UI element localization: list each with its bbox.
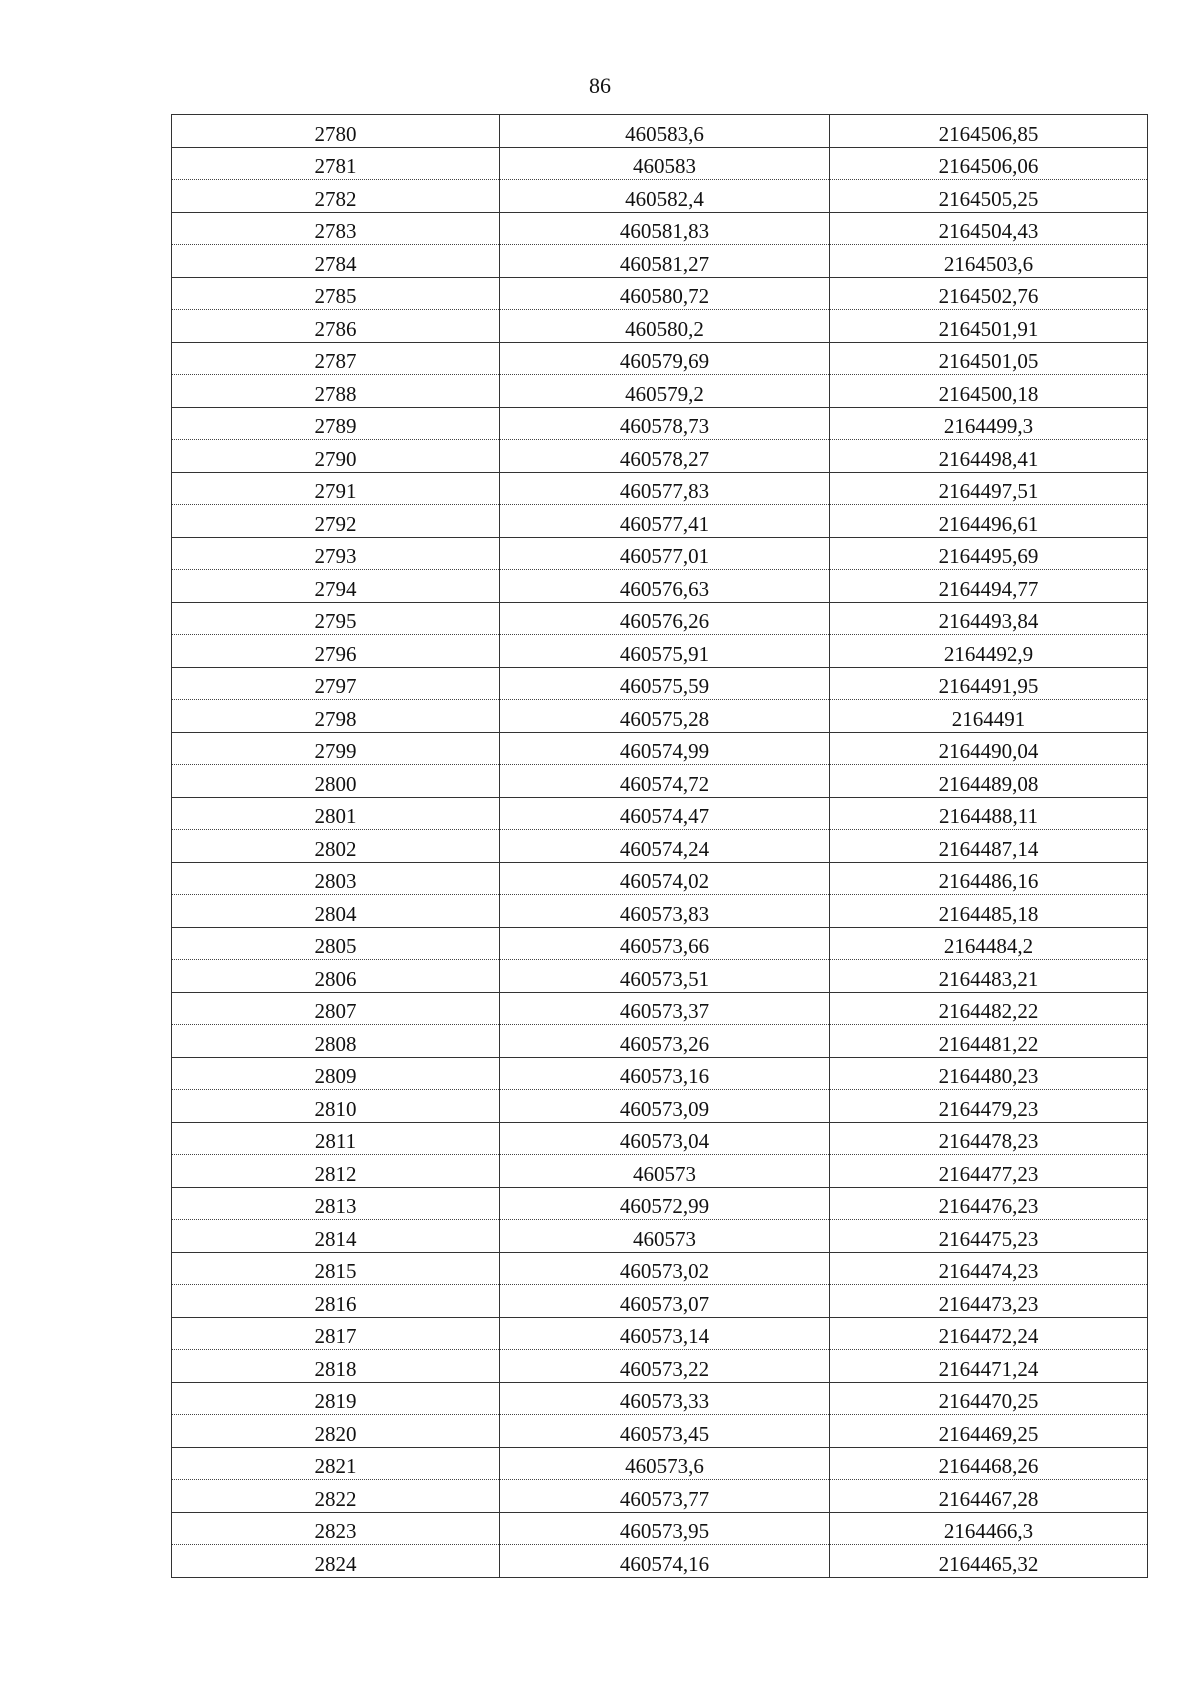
- table-row: [172, 472, 1148, 505]
- y-coordinate-cell: 2164470,25: [830, 1382, 1148, 1415]
- y-coordinate-cell: 2164465,32: [830, 1545, 1148, 1578]
- table-row: [172, 667, 1148, 700]
- point-number-cell: 2804: [172, 895, 500, 928]
- y-coordinate-cell: 2164474,23: [830, 1252, 1148, 1285]
- point-number-cell: 2819: [172, 1382, 500, 1415]
- point-number-cell: 2791: [172, 472, 500, 505]
- table-row: [172, 440, 1148, 473]
- table-row: [172, 1090, 1148, 1123]
- table-row: [172, 537, 1148, 570]
- point-number-cell: 2805: [172, 927, 500, 960]
- x-coordinate-cell: 460575,91: [500, 635, 830, 668]
- y-coordinate-cell: 2164499,3: [830, 407, 1148, 440]
- table-row: [172, 505, 1148, 538]
- y-coordinate-cell: 2164466,3: [830, 1512, 1148, 1545]
- page-number: 86: [589, 73, 611, 98]
- x-coordinate-cell: 460574,99: [500, 732, 830, 765]
- point-number-cell: 2790: [172, 440, 500, 473]
- point-number-cell: 2809: [172, 1057, 500, 1090]
- table-row: [172, 1480, 1148, 1513]
- x-coordinate-cell: 460577,41: [500, 505, 830, 538]
- x-coordinate-cell: 460573,33: [500, 1382, 830, 1415]
- y-coordinate-cell: 2164480,23: [830, 1057, 1148, 1090]
- x-coordinate-cell: 460573,07: [500, 1285, 830, 1318]
- table-row: [172, 1545, 1148, 1578]
- x-coordinate-cell: 460581,83: [500, 212, 830, 245]
- point-number-cell: 2817: [172, 1317, 500, 1350]
- y-coordinate-cell: 2164491,95: [830, 667, 1148, 700]
- point-number-cell: 2812: [172, 1155, 500, 1188]
- x-coordinate-cell: 460573,51: [500, 960, 830, 993]
- x-coordinate-cell: 460574,72: [500, 765, 830, 798]
- table-row: [172, 960, 1148, 993]
- x-coordinate-cell: 460572,99: [500, 1187, 830, 1220]
- x-coordinate-cell: 460580,2: [500, 310, 830, 343]
- y-coordinate-cell: 2164484,2: [830, 927, 1148, 960]
- table-row: [172, 992, 1148, 1025]
- x-coordinate-cell: 460578,73: [500, 407, 830, 440]
- point-number-cell: 2794: [172, 570, 500, 603]
- table-row: [172, 1252, 1148, 1285]
- point-number-cell: 2814: [172, 1220, 500, 1253]
- point-number-cell: 2787: [172, 342, 500, 375]
- x-coordinate-cell: 460573,66: [500, 927, 830, 960]
- table-row: [172, 1057, 1148, 1090]
- point-number-cell: 2789: [172, 407, 500, 440]
- x-coordinate-cell: 460573,95: [500, 1512, 830, 1545]
- x-coordinate-cell: 460575,59: [500, 667, 830, 700]
- y-coordinate-cell: 2164469,25: [830, 1415, 1148, 1448]
- y-coordinate-cell: 2164502,76: [830, 277, 1148, 310]
- point-number-cell: 2823: [172, 1512, 500, 1545]
- x-coordinate-cell: 460573,16: [500, 1057, 830, 1090]
- y-coordinate-cell: 2164467,28: [830, 1480, 1148, 1513]
- point-number-cell: 2808: [172, 1025, 500, 1058]
- x-coordinate-cell: 460575,28: [500, 700, 830, 733]
- y-coordinate-cell: 2164492,9: [830, 635, 1148, 668]
- y-coordinate-cell: 2164472,24: [830, 1317, 1148, 1350]
- point-number-cell: 2810: [172, 1090, 500, 1123]
- x-coordinate-cell: 460574,02: [500, 862, 830, 895]
- y-coordinate-cell: 2164468,26: [830, 1447, 1148, 1480]
- table-row: [172, 765, 1148, 798]
- point-number-cell: 2795: [172, 602, 500, 635]
- y-coordinate-cell: 2164485,18: [830, 895, 1148, 928]
- y-coordinate-cell: 2164476,23: [830, 1187, 1148, 1220]
- x-coordinate-cell: 460574,24: [500, 830, 830, 863]
- table-row: [172, 245, 1148, 278]
- table-row: [172, 1415, 1148, 1448]
- x-coordinate-cell: 460573,09: [500, 1090, 830, 1123]
- x-coordinate-cell: 460573,26: [500, 1025, 830, 1058]
- y-coordinate-cell: 2164482,22: [830, 992, 1148, 1025]
- point-number-cell: 2782: [172, 180, 500, 213]
- y-coordinate-cell: 2164505,25: [830, 180, 1148, 213]
- point-number-cell: 2786: [172, 310, 500, 343]
- y-coordinate-cell: 2164496,61: [830, 505, 1148, 538]
- point-number-cell: 2799: [172, 732, 500, 765]
- x-coordinate-cell: 460583,6: [500, 115, 830, 148]
- x-coordinate-cell: 460580,72: [500, 277, 830, 310]
- point-number-cell: 2821: [172, 1447, 500, 1480]
- table-row: [172, 375, 1148, 408]
- x-coordinate-cell: 460576,26: [500, 602, 830, 635]
- point-number-cell: 2806: [172, 960, 500, 993]
- y-coordinate-cell: 2164493,84: [830, 602, 1148, 635]
- point-number-cell: 2807: [172, 992, 500, 1025]
- y-coordinate-cell: 2164473,23: [830, 1285, 1148, 1318]
- table-row: [172, 635, 1148, 668]
- x-coordinate-cell: 460573,22: [500, 1350, 830, 1383]
- point-number-cell: 2818: [172, 1350, 500, 1383]
- y-coordinate-cell: 2164501,91: [830, 310, 1148, 343]
- x-coordinate-cell: 460579,2: [500, 375, 830, 408]
- x-coordinate-cell: 460573,6: [500, 1447, 830, 1480]
- table-row: [172, 602, 1148, 635]
- table-row: [172, 862, 1148, 895]
- table-row: [172, 1447, 1148, 1480]
- table-row: [172, 1382, 1148, 1415]
- y-coordinate-cell: 2164501,05: [830, 342, 1148, 375]
- x-coordinate-cell: 460573,04: [500, 1122, 830, 1155]
- point-number-cell: 2820: [172, 1415, 500, 1448]
- table-row: [172, 277, 1148, 310]
- point-number-cell: 2803: [172, 862, 500, 895]
- y-coordinate-cell: 2164475,23: [830, 1220, 1148, 1253]
- y-coordinate-cell: 2164506,06: [830, 147, 1148, 180]
- y-coordinate-cell: 2164491: [830, 700, 1148, 733]
- x-coordinate-cell: 460581,27: [500, 245, 830, 278]
- y-coordinate-cell: 2164478,23: [830, 1122, 1148, 1155]
- x-coordinate-cell: 460573,83: [500, 895, 830, 928]
- y-coordinate-cell: 2164495,69: [830, 537, 1148, 570]
- table-row: [172, 1122, 1148, 1155]
- table-row: [172, 1155, 1148, 1188]
- x-coordinate-cell: 460574,16: [500, 1545, 830, 1578]
- point-number-cell: 2796: [172, 635, 500, 668]
- table-row: [172, 732, 1148, 765]
- point-number-cell: 2800: [172, 765, 500, 798]
- x-coordinate-cell: 460573: [500, 1220, 830, 1253]
- y-coordinate-cell: 2164489,08: [830, 765, 1148, 798]
- table-row: [172, 895, 1148, 928]
- table-row: [172, 830, 1148, 863]
- y-coordinate-cell: 2164471,24: [830, 1350, 1148, 1383]
- x-coordinate-cell: 460577,01: [500, 537, 830, 570]
- point-number-cell: 2780: [172, 115, 500, 148]
- point-number-cell: 2801: [172, 797, 500, 830]
- point-number-cell: 2798: [172, 700, 500, 733]
- point-number-cell: 2815: [172, 1252, 500, 1285]
- point-number-cell: 2784: [172, 245, 500, 278]
- point-number-cell: 2822: [172, 1480, 500, 1513]
- y-coordinate-cell: 2164490,04: [830, 732, 1148, 765]
- y-coordinate-cell: 2164488,11: [830, 797, 1148, 830]
- point-number-cell: 2811: [172, 1122, 500, 1155]
- y-coordinate-cell: 2164486,16: [830, 862, 1148, 895]
- table-row: [172, 115, 1148, 148]
- x-coordinate-cell: 460573,77: [500, 1480, 830, 1513]
- table-row: [172, 1512, 1148, 1545]
- coordinates-table: [171, 114, 1148, 1578]
- table-row: [172, 570, 1148, 603]
- table-row: [172, 1350, 1148, 1383]
- x-coordinate-cell: 460573,02: [500, 1252, 830, 1285]
- table-row: [172, 1220, 1148, 1253]
- point-number-cell: 2792: [172, 505, 500, 538]
- point-number-cell: 2793: [172, 537, 500, 570]
- table-row: [172, 180, 1148, 213]
- y-coordinate-cell: 2164479,23: [830, 1090, 1148, 1123]
- point-number-cell: 2816: [172, 1285, 500, 1318]
- table-row: [172, 212, 1148, 245]
- y-coordinate-cell: 2164487,14: [830, 830, 1148, 863]
- point-number-cell: 2785: [172, 277, 500, 310]
- table-row: [172, 1187, 1148, 1220]
- x-coordinate-cell: 460574,47: [500, 797, 830, 830]
- point-number-cell: 2813: [172, 1187, 500, 1220]
- y-coordinate-cell: 2164504,43: [830, 212, 1148, 245]
- x-coordinate-cell: 460573,45: [500, 1415, 830, 1448]
- table-row: [172, 1025, 1148, 1058]
- table-row: [172, 147, 1148, 180]
- point-number-cell: 2781: [172, 147, 500, 180]
- table-row: [172, 310, 1148, 343]
- table-row: [172, 1285, 1148, 1318]
- x-coordinate-cell: 460579,69: [500, 342, 830, 375]
- x-coordinate-cell: 460573: [500, 1155, 830, 1188]
- x-coordinate-cell: 460573,37: [500, 992, 830, 1025]
- x-coordinate-cell: 460576,63: [500, 570, 830, 603]
- y-coordinate-cell: 2164500,18: [830, 375, 1148, 408]
- table-row: [172, 407, 1148, 440]
- table-row: [172, 927, 1148, 960]
- y-coordinate-cell: 2164506,85: [830, 115, 1148, 148]
- y-coordinate-cell: 2164497,51: [830, 472, 1148, 505]
- y-coordinate-cell: 2164503,6: [830, 245, 1148, 278]
- x-coordinate-cell: 460583: [500, 147, 830, 180]
- point-number-cell: 2802: [172, 830, 500, 863]
- x-coordinate-cell: 460582,4: [500, 180, 830, 213]
- table-row: [172, 700, 1148, 733]
- y-coordinate-cell: 2164483,21: [830, 960, 1148, 993]
- x-coordinate-cell: 460577,83: [500, 472, 830, 505]
- table-row: [172, 1317, 1148, 1350]
- table-row: [172, 797, 1148, 830]
- x-coordinate-cell: 460578,27: [500, 440, 830, 473]
- table-row: [172, 342, 1148, 375]
- y-coordinate-cell: 2164494,77: [830, 570, 1148, 603]
- point-number-cell: 2783: [172, 212, 500, 245]
- point-number-cell: 2788: [172, 375, 500, 408]
- point-number-cell: 2824: [172, 1545, 500, 1578]
- y-coordinate-cell: 2164481,22: [830, 1025, 1148, 1058]
- y-coordinate-cell: 2164498,41: [830, 440, 1148, 473]
- point-number-cell: 2797: [172, 667, 500, 700]
- y-coordinate-cell: 2164477,23: [830, 1155, 1148, 1188]
- x-coordinate-cell: 460573,14: [500, 1317, 830, 1350]
- coordinates-table-body: [172, 115, 1148, 1578]
